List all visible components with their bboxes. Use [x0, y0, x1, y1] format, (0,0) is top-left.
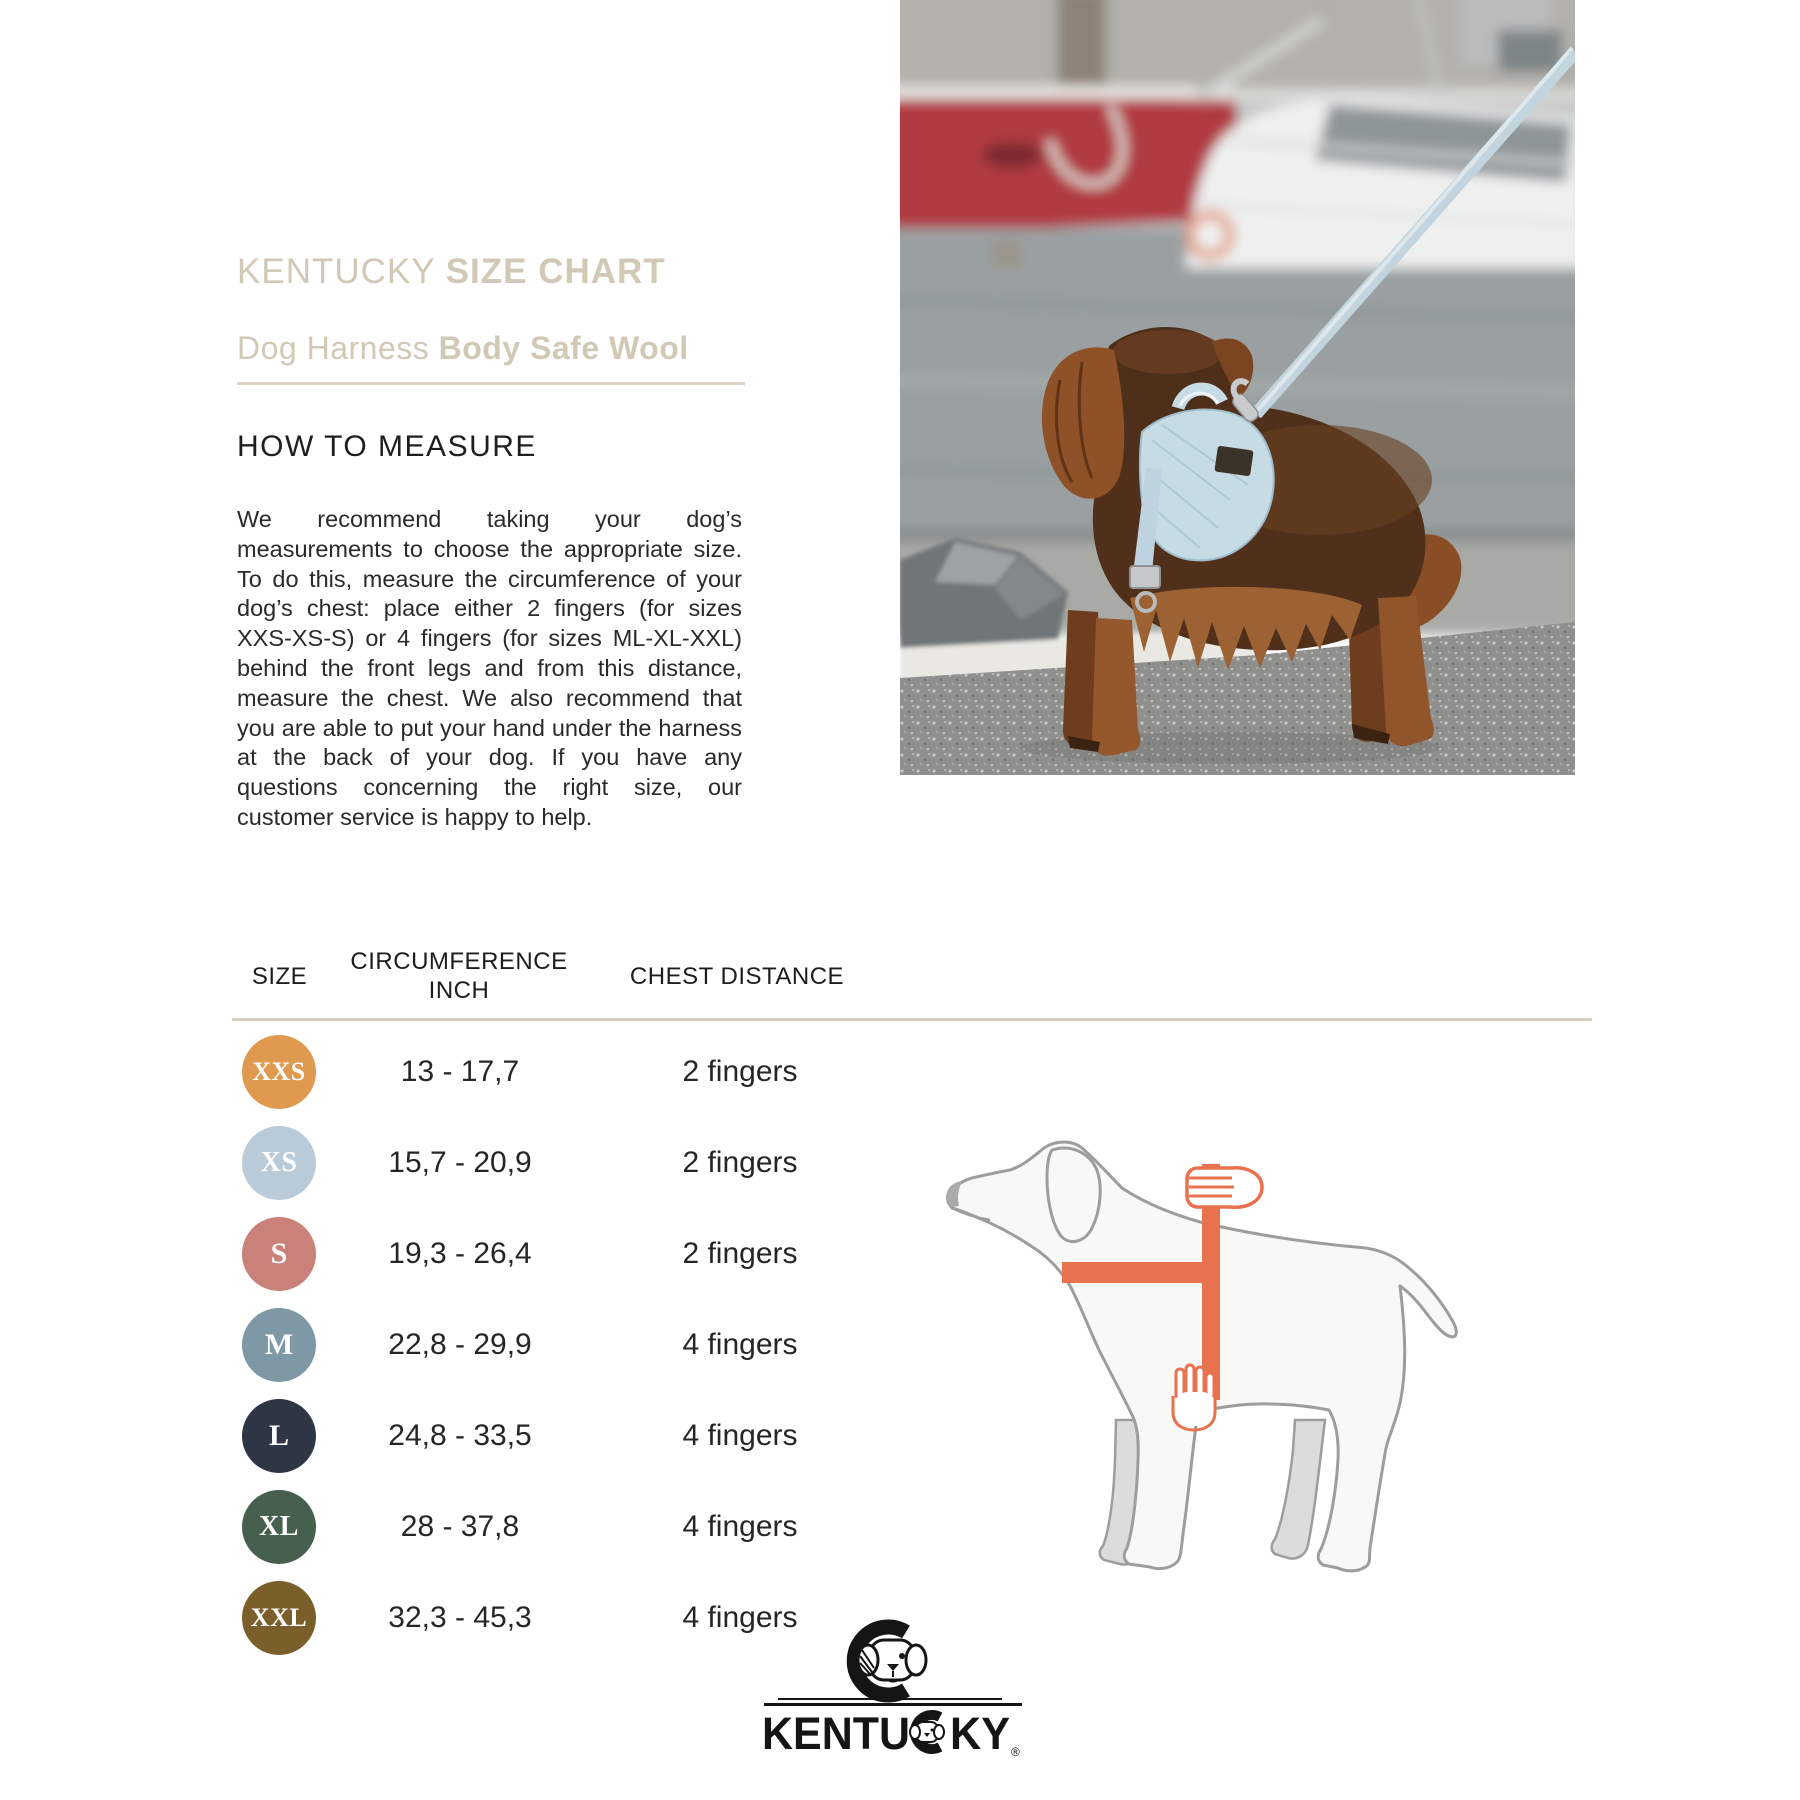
harness-label	[1214, 446, 1253, 477]
measure-paragraph: We recommend taking your dog’s measurements to choose the appropriate size. To do this, measure the circumference of your dog’s chest: place either 2 fingers (for sizes XXS-XS-S) or 4 fingers (for sizes ML-XL-XXL) behind the front legs and from this distance, measure the chest. We also recommend that you are able to put your hand under the harness at the back of your dog. If you have any questions concerning the right size, our customer service is happy to help.	[237, 506, 742, 830]
size-badge: XXL	[242, 1581, 316, 1655]
circumference-value: 24,8 - 33,5	[388, 1419, 532, 1452]
red-boat	[900, 95, 1238, 235]
logo-wordmark	[762, 1708, 1020, 1759]
chest-distance-value: 4 fingers	[682, 1601, 798, 1634]
table-row-m	[0, 1308, 900, 1382]
size-badge: XXS	[242, 1035, 316, 1109]
product-type: Dog Harness	[237, 330, 430, 366]
logo-dog-icon	[854, 1627, 926, 1695]
kentucky-logo	[758, 1616, 1030, 1766]
size-badge: XS	[242, 1126, 316, 1200]
circumference-value: 15,7 - 20,9	[388, 1146, 532, 1179]
circumference-value: 22,8 - 29,9	[388, 1328, 532, 1361]
chest-distance-value: 2 fingers	[682, 1146, 798, 1179]
logo-rule-thin	[778, 1698, 1002, 1700]
hand-grab-icon	[1187, 1168, 1262, 1208]
size-badge: M	[242, 1308, 316, 1382]
hand-flat-icon	[1173, 1365, 1216, 1430]
chest-distance-value: 4 fingers	[682, 1328, 798, 1361]
title-bold: SIZE CHART	[445, 252, 666, 291]
chest-distance-value: 4 fingers	[682, 1510, 798, 1543]
size-badge: XL	[242, 1490, 316, 1564]
table-row-s	[0, 1217, 900, 1291]
chest-distance-value: 2 fingers	[682, 1055, 798, 1088]
registered-mark: ®	[1011, 1745, 1020, 1759]
chest-distance-value: 4 fingers	[682, 1419, 798, 1452]
svg-text:KY: KY	[950, 1708, 1010, 1759]
size-badge: S	[242, 1217, 316, 1291]
table-row-xl	[0, 1490, 900, 1564]
title-underline	[237, 382, 745, 385]
chest-distance-value: 2 fingers	[682, 1237, 798, 1270]
column-header-chest-distance: CHEST DISTANCE	[629, 963, 845, 990]
logo-rule-thick	[764, 1703, 1022, 1706]
column-header-size: SIZE	[251, 963, 308, 990]
table-row-xxs	[0, 1035, 900, 1109]
svg-text:KENTU: KENTU	[762, 1708, 910, 1759]
circumference-value: 32,3 - 45,3	[388, 1601, 532, 1634]
circumference-value: 19,3 - 26,4	[388, 1237, 532, 1270]
page-title	[237, 252, 666, 292]
size-badge: L	[242, 1399, 316, 1473]
harness-strap-horizontal	[1062, 1262, 1220, 1283]
table-header-rule	[232, 1018, 1592, 1021]
harness-buckle	[1130, 566, 1160, 588]
brand-name: KENTUCKY	[237, 252, 435, 291]
circumference-value: 28 - 37,8	[400, 1510, 520, 1543]
dachshund-harness-harbor-photo	[900, 0, 1575, 775]
table-row-xs	[0, 1126, 900, 1200]
diagram-dog-ear	[1047, 1148, 1100, 1242]
table-row-l	[0, 1399, 900, 1473]
column-header-circumference: CIRCUMFERENCE INCH	[350, 948, 568, 1004]
product-subtitle	[237, 330, 689, 367]
section-heading: HOW TO MEASURE	[237, 430, 537, 463]
dog-measuring-diagram	[820, 1120, 1480, 1590]
product-name: Body Safe Wool	[438, 330, 689, 366]
circumference-value: 13 - 17,7	[400, 1055, 520, 1088]
